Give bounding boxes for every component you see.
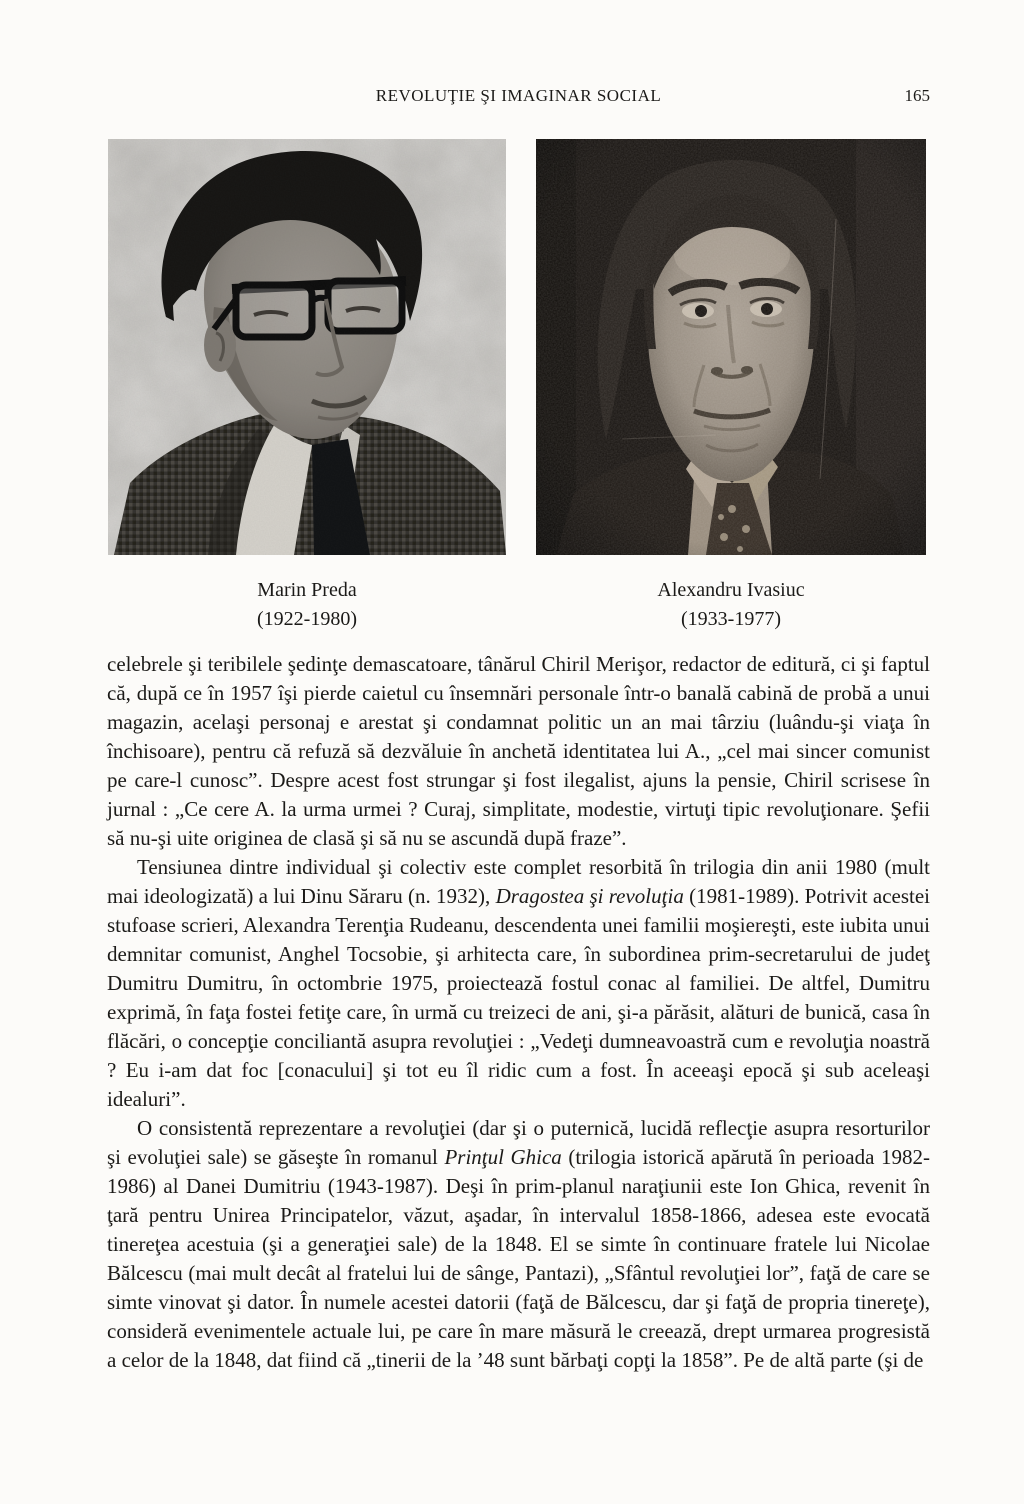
book-title-italic: Prinţul Ghica: [444, 1145, 562, 1169]
caption-years: (1922-1980): [257, 608, 357, 630]
book-title-italic: Dragostea şi revoluţia: [495, 884, 684, 908]
portrait-marin-preda-illustration: [108, 139, 506, 555]
running-head-title: REVOLUŢIE ŞI IMAGINAR SOCIAL: [375, 86, 662, 105]
text-run: (trilogia istorică apărută în perioada 1982-1986) al Danei Dumitriu (1943-1987). Deşi în prim-planul naraţiunii este Ion Ghica, revenit în ţară pentru Unirea Principatelor, văzut, aşadar, în intervalul 1858-1866, adesea este evocată tinereţea acestuia (şi a generaţiei sale) de la 1848. El se simte în continuare fratele lui Nicolae Bălcescu (mai mult decât al fratelui lui de sânge, Pantazi), „Sfântul revoluţiei lor”, faţă de care se simte vinovat şi dator. În numele acestei datorii (faţă de Bălcescu, dar şi faţă de propria tinereţe), consideră evenimentele actuale lui, pe care în mare măsură le creează, drept urmarea progresistă a celor de la 1848, dat fiind că „tinerii de la ’48 sunt bărbaţi copţi la 1858”. Pe de altă parte (şi de: [107, 1145, 930, 1372]
caption-name: Marin Preda: [257, 579, 357, 601]
text-run: (1981-1989). Potrivit acestei stufoase scrieri, Alexandra Terenţia Rudeanu, descendenta unei familii moşiereşti, este iubita unui demnitar comunist, Anghel Tocsobie, şi arhitecta care, în subordinea prim-secretarului de judeţ Dumitru Dumitru, în octombrie 1975, proiectează fostul conac al familiei. De altfel, Dumitru exprimă, în faţa fostei fetiţe care, în urmă cu treizeci de ani, şi-a părăsit, alături de bunică, casa în flăcări, o concepţie conciliantă asupra revoluţiei : „Vedeţi dumneavoastră cum e revoluţia noastră ? Eu i-am dat foc [conacului] şi tot eu îl ridic cum a fost. În aceeaşi epocă şi sub aceleaşi idealuri”.: [107, 884, 931, 1111]
text-run: Tensiunea dintre individual şi colectiv este complet resorbită în trilogia din anii 1980 (mult mai ideologizată) a lui Dinu Săraru (n. 1932),: [107, 855, 930, 908]
portrait-photo-alexandru-ivasiuc: [536, 139, 926, 555]
caption-years: (1933-1977): [681, 608, 781, 630]
paragraph: [107, 853, 930, 1114]
portrait-alexandru-ivasiuc-illustration: [536, 139, 926, 555]
paragraph: [107, 650, 930, 853]
caption-alexandru-ivasiuc: [536, 576, 926, 634]
figure-alexandru-ivasiuc: [536, 139, 926, 634]
portrait-photo-marin-preda: [108, 139, 506, 555]
text-run: O consistentă reprezentare a revoluţiei (dar şi o puternică, lucidă reflecţie asupra resorturilor şi evoluţiei sale) se găseşte în romanul: [107, 1116, 930, 1169]
figure-marin-preda: [108, 139, 506, 634]
body-text: [107, 650, 930, 1375]
caption-marin-preda: [108, 576, 506, 634]
page-number: 165: [904, 86, 930, 105]
text-run: celebrele şi teribilele şedinţe demascatoare, tânărul Chiril Merişor, redactor de editură, ci şi faptul că, după ce în 1957 îşi pierde caietul cu însemnări personale într-o banală cabină de probă a unui magazin, acelaşi personaj e arestat şi condamnat politic un an mai târziu (luându-şi viaţa în închisoare), pentru că refuză să dezvăluie în anchetă identitatea lui A., „cel mai sincer comunist pe care-l cunosc”. Despre acest fost strungar şi fost ilegalist, ajuns la pensie, Chiril scrisese în jurnal : „Ce cere A. la urma urmei ? Curaj, simplitate, modestie, virtuţi tipic revoluţionare. Şefii să nu-şi uite originea de clasă şi să nu se ascundă după fraze”.: [107, 652, 930, 850]
paragraph: [107, 1114, 930, 1375]
caption-name: Alexandru Ivasiuc: [657, 579, 805, 601]
